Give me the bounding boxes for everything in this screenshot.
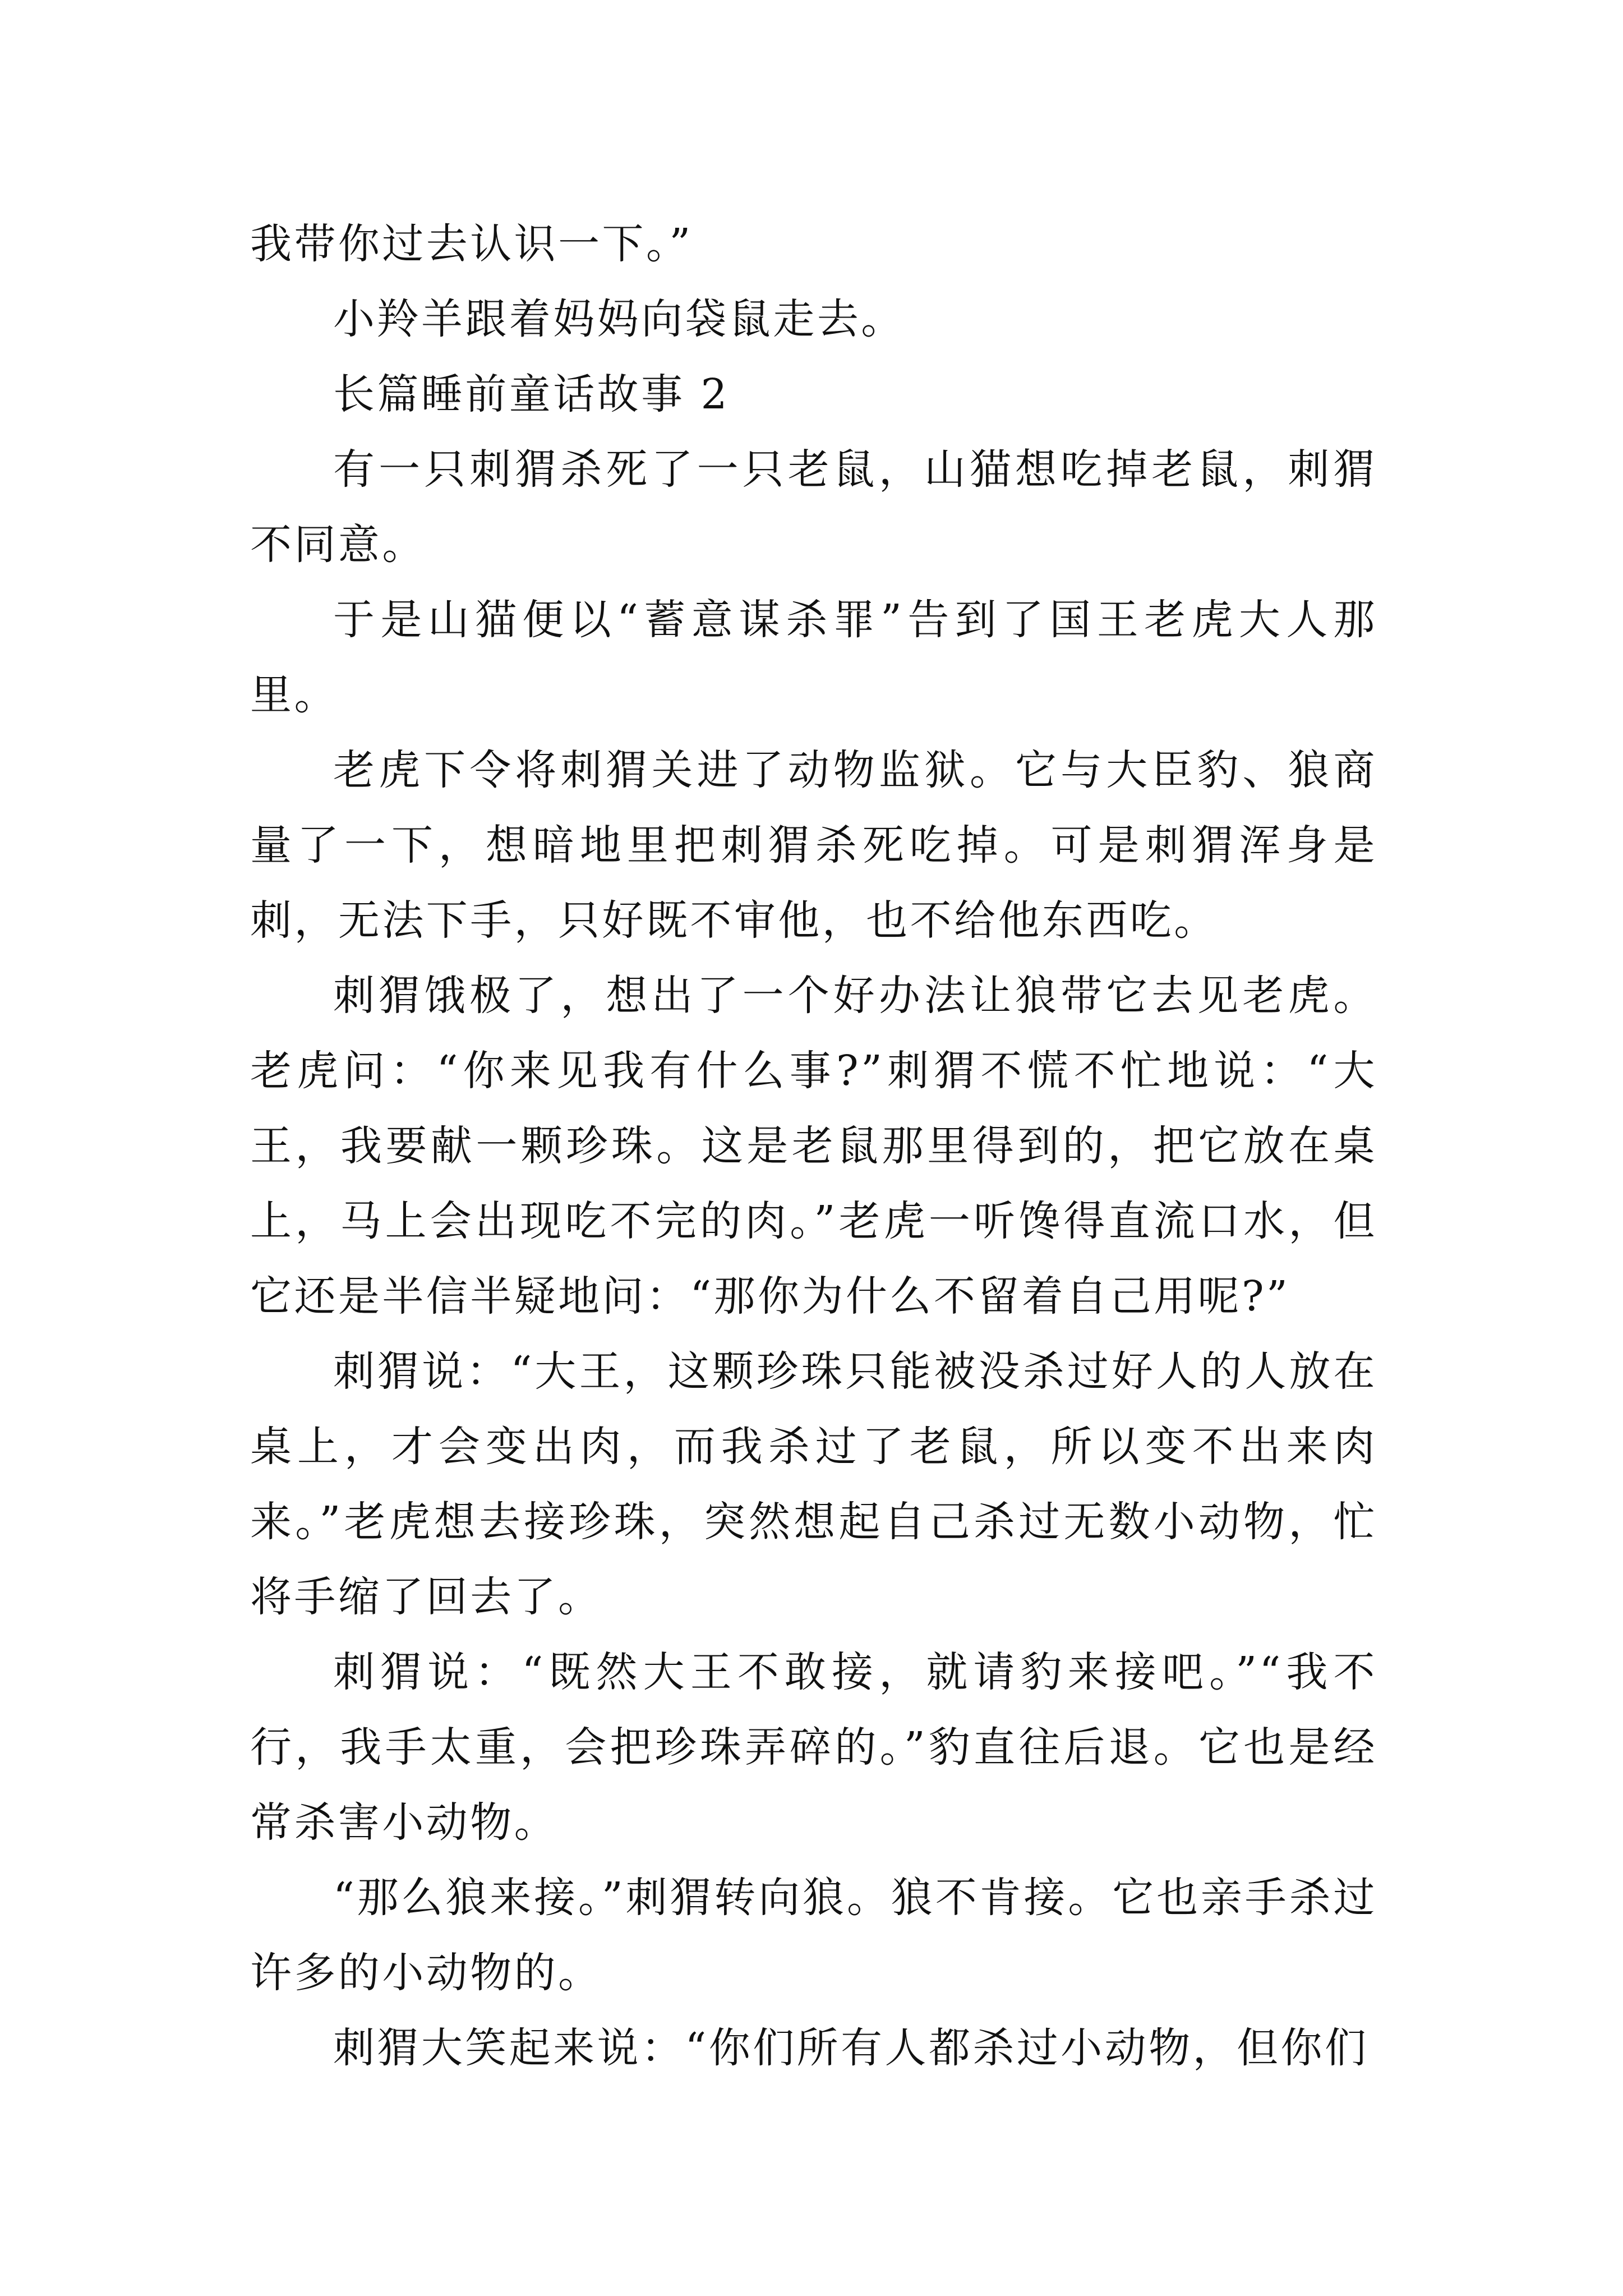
paragraph-continuation: 我带你过去认识一下。” [250,220,693,268]
story-text [250,206,1377,2086]
paragraph: 于是山猫便以“蓄意谋杀罪”告到了国王老虎大人那里。 [250,596,1377,719]
paragraph: “那么狼来接。”刺猬转向狼。狼不肯接。它也亲手杀过许多的小动物的。 [250,1874,1377,1997]
paragraph: 刺猬说：“既然大王不敢接，就请豹来接吧。”“我不行，我手太重，会把珍珠弄碎的。”豹直往后退。它也是经常杀害小动物。 [250,1648,1377,1847]
paragraph: 有一只刺猬杀死了一只老鼠，山猫想吃掉老鼠，刺猬不同意。 [250,445,1377,569]
paragraph: 刺猬饿极了，想出了一个好办法让狼带它去见老虎。老虎问：“你来见我有什么事?”刺猬不慌不忙地说：“大王，我要献一颗珍珠。这是老鼠那里得到的，把它放在桌上，马上会出现吃不完的肉。”老虎一听馋得直流口水，但它还是半信半疑地问：“那你为什么不留着自己用呢?” [250,972,1377,1320]
paragraph: 刺猬说：“大王，这颗珍珠只能被没杀过好人的人放在桌上，才会变出肉，而我杀过了老鼠，所以变不出来肉来。”老虎想去接珍珠，突然想起自己杀过无数小动物，忙将手缩了回去了。 [250,1347,1377,1621]
paragraph: 老虎下令将刺猬关进了动物监狱。它与大臣豹、狼商量了一下，想暗地里把刺猬杀死吃掉。可是刺猬浑身是刺，无法下手，只好既不审他，也不给他东西吃。 [250,746,1377,945]
paragraph: 刺猬大笑起来说：“你们所有人都杀过小动物，但你们 [333,2024,1369,2072]
paragraph: 小羚羊跟着妈妈向袋鼠走去。 [333,295,905,343]
story-heading: 长篇睡前童话故事 2 [333,370,730,418]
